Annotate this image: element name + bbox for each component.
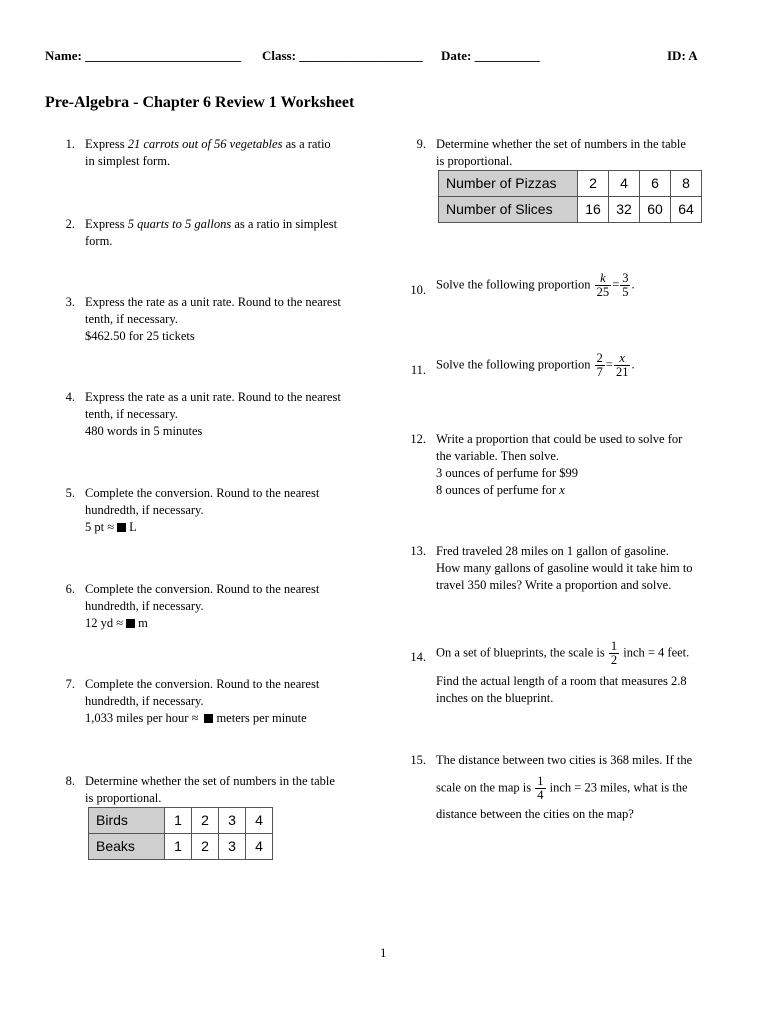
text: Solve the following proportion <box>436 357 591 372</box>
question-5 <box>45 485 345 536</box>
question-14 <box>396 640 696 707</box>
question-number: 15. <box>410 753 426 767</box>
table-cell: 4 <box>246 834 273 860</box>
table-cell: 64 <box>671 197 702 223</box>
table-cell: 32 <box>609 197 640 223</box>
text: scale on the map is <box>436 780 532 795</box>
text: 480 words in 5 minutes <box>85 424 203 438</box>
question-12 <box>396 431 696 499</box>
question-4 <box>45 389 345 440</box>
text: 3 ounces of perfume for $99 <box>436 466 578 480</box>
text: On a set of blueprints, the scale is <box>436 645 605 660</box>
page-number: 1 <box>380 945 387 960</box>
fraction <box>535 775 545 802</box>
table-cell: 16 <box>578 197 609 223</box>
text: Determine whether the set of numbers in the table <box>436 137 686 151</box>
table-cell: 60 <box>640 197 671 223</box>
text: Express <box>85 217 128 231</box>
fraction <box>595 352 605 379</box>
table-cell: 1 <box>165 834 192 860</box>
denominator: 7 <box>596 365 603 379</box>
text: inch = 23 miles, what is the <box>549 780 688 795</box>
question-3 <box>45 294 345 345</box>
question-number: 8. <box>65 774 75 788</box>
row-header: Beaks <box>89 834 165 860</box>
text: inches on the blueprint. <box>436 691 554 705</box>
pizzas-slices-table <box>438 170 702 223</box>
text: 5 pt ≈ <box>85 520 115 534</box>
question-number: 4. <box>65 390 75 404</box>
question-number: 14. <box>410 650 426 664</box>
question-number: 6. <box>65 582 75 596</box>
question-15 <box>396 752 696 823</box>
text: $462.50 for 25 tickets <box>85 329 195 343</box>
question-2 <box>45 216 345 250</box>
text: is proportional. <box>436 154 513 168</box>
text: distance between the cities on the map? <box>436 807 634 821</box>
text: as a ratio in simplest <box>231 217 338 231</box>
emphasis-text: 5 quarts to 5 gallons <box>127 217 232 231</box>
table-cell: 3 <box>219 808 246 834</box>
denominator: 25 <box>596 285 610 299</box>
text: hundredth, if necessary. <box>85 694 204 708</box>
table-cell: 4 <box>246 808 273 834</box>
text: travel 350 miles? Write a proportion and solve. <box>436 578 672 592</box>
question-number: 10. <box>410 283 426 297</box>
question-6 <box>45 581 345 632</box>
numerator: 1 <box>610 639 618 653</box>
text: form. <box>85 234 113 248</box>
question-8 <box>45 773 345 807</box>
question-number: 9. <box>416 137 426 151</box>
question-9 <box>396 136 696 170</box>
text: Find the actual length of a room that measures 2.8 <box>436 674 687 688</box>
question-10 <box>396 272 696 299</box>
question-number: 2. <box>65 217 75 231</box>
question-number: 13. <box>410 544 426 558</box>
fraction <box>620 272 630 299</box>
class-field-label: Class: ___________________ <box>262 48 423 63</box>
text: is proportional. <box>85 791 162 805</box>
emphasis-text: 21 carrots out of 56 vegetables <box>127 137 283 151</box>
denominator: 4 <box>537 788 544 802</box>
equals-sign: = <box>612 277 620 292</box>
table-row <box>89 808 273 834</box>
row-header: Birds <box>89 808 165 834</box>
numerator: x <box>619 351 625 365</box>
row-header: Number of Slices <box>439 197 578 223</box>
table-cell: 6 <box>640 171 671 197</box>
id-label: ID: A <box>667 48 698 63</box>
variable: x <box>559 483 565 497</box>
text: Fred traveled 28 miles on 1 gallon of gasoline. <box>436 544 669 558</box>
question-11 <box>396 352 696 379</box>
text: Complete the conversion. Round to the nearest <box>85 582 320 596</box>
text: inch = 4 feet. <box>623 645 690 660</box>
text: How many gallons of gasoline would it take him to <box>436 561 693 575</box>
question-number: 1. <box>65 137 75 151</box>
question-number: 7. <box>65 677 75 691</box>
table-cell: 8 <box>671 171 702 197</box>
birds-beaks-table <box>88 807 273 860</box>
numerator: 2 <box>596 351 603 365</box>
date-field-label: Date: __________ <box>441 48 540 63</box>
text: hundredth, if necessary. <box>85 599 204 613</box>
row-header: Number of Pizzas <box>439 171 578 197</box>
numerator: k <box>600 271 606 285</box>
text: . <box>631 277 635 292</box>
numerator: 3 <box>622 271 629 285</box>
question-number: 11. <box>410 363 426 377</box>
answer-blank-square <box>204 714 213 723</box>
answer-blank-square <box>126 619 135 628</box>
text: meters per minute <box>216 711 307 725</box>
text: m <box>138 616 148 630</box>
denominator: 2 <box>610 653 618 667</box>
text: hundredth, if necessary. <box>85 503 204 517</box>
table-cell: 2 <box>192 808 219 834</box>
text: Express <box>85 137 128 151</box>
fraction <box>609 640 619 667</box>
table-row <box>89 834 273 860</box>
worksheet-title: Pre-Algebra - Chapter 6 Review 1 Worksheet <box>45 94 355 111</box>
text: 8 ounces of perfume for <box>436 483 560 497</box>
question-1 <box>45 136 345 170</box>
text: Write a proportion that could be used to solve for <box>436 432 683 446</box>
name-field-label: Name: ________________________ <box>45 48 242 63</box>
table-cell: 4 <box>609 171 640 197</box>
question-number: 12. <box>410 432 426 446</box>
text: Complete the conversion. Round to the nearest <box>85 486 320 500</box>
text: . <box>631 357 635 372</box>
question-number: 5. <box>65 486 75 500</box>
text: 1,033 miles per hour ≈ <box>85 711 199 725</box>
text: in simplest form. <box>85 154 171 168</box>
text: Express the rate as a unit rate. Round to the nearest <box>85 390 341 404</box>
text: Determine whether the set of numbers in the table <box>85 774 335 788</box>
text: the variable. Then solve. <box>436 449 559 463</box>
question-7 <box>45 676 345 727</box>
text: The distance between two cities is 368 miles. If the <box>436 753 693 767</box>
table-cell: 3 <box>219 834 246 860</box>
text: as a ratio <box>282 137 331 151</box>
question-number: 3. <box>65 295 75 309</box>
table-row <box>439 197 702 223</box>
text: tenth, if necessary. <box>85 407 178 421</box>
fraction <box>595 272 612 299</box>
fraction <box>614 352 631 379</box>
text: Complete the conversion. Round to the nearest <box>85 677 320 691</box>
text: Express the rate as a unit rate. Round to the nearest <box>85 295 341 309</box>
question-13 <box>396 543 696 594</box>
numerator: 1 <box>537 774 544 788</box>
table-cell: 2 <box>192 834 219 860</box>
table-cell: 2 <box>578 171 609 197</box>
denominator: 5 <box>622 285 629 299</box>
denominator: 21 <box>615 365 629 379</box>
equals-sign: = <box>605 357 613 372</box>
text: Solve the following proportion <box>436 277 591 292</box>
text: 12 yd ≈ <box>85 616 124 630</box>
table-row <box>439 171 702 197</box>
answer-blank-square <box>117 523 126 532</box>
table-cell: 1 <box>165 808 192 834</box>
text: L <box>129 520 137 534</box>
text: tenth, if necessary. <box>85 312 178 326</box>
